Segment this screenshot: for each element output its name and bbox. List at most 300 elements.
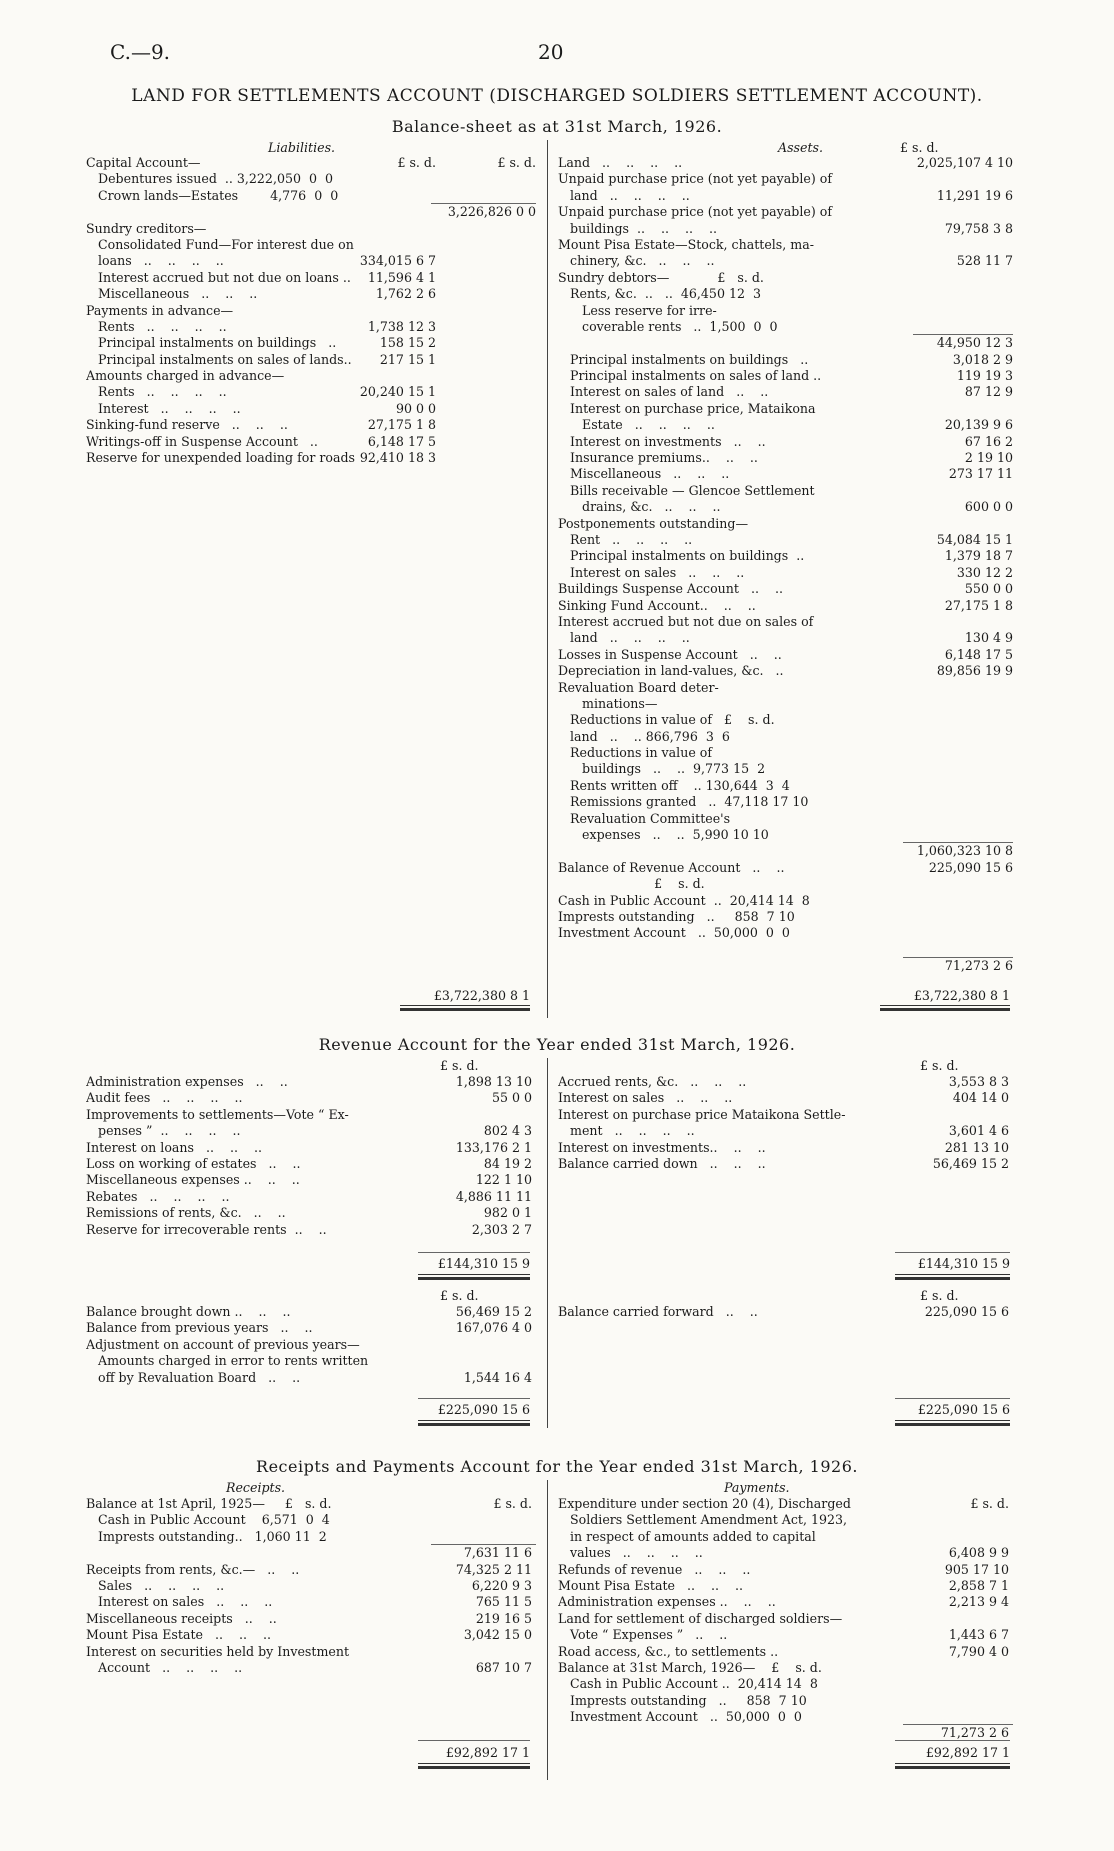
revenue-credit-row xyxy=(558,1074,1013,1090)
asset-row xyxy=(558,680,1013,696)
revenue-debit-row-label: Loss on working of estates .. .. xyxy=(86,1155,301,1171)
payments-total-rule xyxy=(895,1763,1010,1769)
asset-row xyxy=(558,319,1013,335)
revenue-balance-debit-row-amount: 167,076 4 0 xyxy=(455,1320,532,1336)
receipt-row xyxy=(86,1594,536,1610)
liability-row-label: Writings-off in Suspense Account .. xyxy=(86,433,318,449)
asset-row-total-amount: 550 0 0 xyxy=(964,581,1013,597)
balance-divider xyxy=(547,140,548,1018)
receipts-list xyxy=(86,1496,536,1676)
asset-row-total-amount: 54,084 15 1 xyxy=(936,531,1013,547)
asset-row-label: Rents written off .. 130,644 3 4 xyxy=(558,777,790,793)
asset-row-label: £ s. d. xyxy=(558,876,705,892)
liability-row xyxy=(86,188,536,204)
asset-row-total-amount: 79,758 3 8 xyxy=(944,220,1013,236)
liability-row xyxy=(86,253,536,269)
revenue-debit-row-amount: 55 0 0 xyxy=(491,1090,532,1106)
liability-row-amount: 334,015 6 7 xyxy=(359,253,436,269)
receipt-row xyxy=(86,1529,536,1545)
assets-total-rule xyxy=(880,1005,1010,1011)
liability-row-label: Payments in advance— xyxy=(86,302,234,318)
revenue-debit-row-label: Audit fees .. .. .. .. xyxy=(86,1090,243,1106)
liability-row-label: Amounts charged in advance— xyxy=(86,368,285,384)
revenue-debit-row-label: Reserve for irrecoverable rents .. .. xyxy=(86,1221,327,1237)
opening-balance-rule xyxy=(431,1544,536,1545)
asset-row-total-amount: 3,018 2 9 xyxy=(952,351,1013,367)
payment-row-label: Balance at 31st March, 1926— £ s. d. xyxy=(558,1659,822,1675)
asset-row xyxy=(558,893,1013,909)
liability-row-label: Capital Account— xyxy=(86,155,201,170)
asset-row-total-amount: 119 19 3 xyxy=(956,368,1013,384)
asset-row-label: buildings .. .. 9,773 15 2 xyxy=(558,761,766,777)
revenue-balance-debit-row xyxy=(86,1337,536,1353)
asset-row-label: Interest on investments .. .. xyxy=(558,433,766,449)
revenue-balance-credit-row-label: Balance carried forward .. .. xyxy=(558,1304,758,1319)
revenue-credit-row-label: Accrued rents, &c. .. .. .. xyxy=(558,1074,747,1089)
asset-row-label: Investment Account .. 50,000 0 0 xyxy=(558,925,790,941)
asset-row-label: Less reserve for irre- xyxy=(558,302,717,318)
revenue-credit-row xyxy=(558,1090,1013,1106)
receipt-row xyxy=(86,1660,536,1676)
liability-row-label: Sundry creditors— xyxy=(86,220,207,236)
asset-row xyxy=(558,958,1013,974)
liability-row xyxy=(86,401,536,417)
payment-row xyxy=(558,1545,1013,1561)
asset-row xyxy=(558,630,1013,646)
liability-row-total-amount: £ s. d. xyxy=(497,155,536,170)
receipt-row-amount: 7,631 11 6 xyxy=(463,1545,532,1561)
revenue-left-total: £144,310 15 9 xyxy=(437,1256,530,1271)
liability-row-label: Interest .. .. .. .. xyxy=(86,400,241,416)
payment-row xyxy=(558,1496,1013,1512)
receipt-row xyxy=(86,1545,536,1561)
revenue-debit-row-amount: 1,898 13 10 xyxy=(455,1074,532,1089)
capital-subtotal-rule xyxy=(431,203,536,204)
receipt-row-label: Imprests outstanding.. 1,060 11 2 xyxy=(86,1528,327,1544)
receipt-row-amount: 74,325 2 11 xyxy=(455,1561,532,1577)
revenue-debit-row-amount: 2,303 2 7 xyxy=(471,1221,532,1237)
revenue2-right-total: £225,090 15 6 xyxy=(917,1402,1010,1417)
asset-row xyxy=(558,778,1013,794)
asset-row xyxy=(558,729,1013,745)
asset-row-label: coverable rents .. 1,500 0 0 xyxy=(558,318,778,334)
liability-row-label: Crown lands—Estates 4,776 0 0 xyxy=(86,187,339,203)
revenue-debit-row-amount: 4,886 11 11 xyxy=(455,1188,532,1204)
revenue2-right-total-rule xyxy=(895,1420,1010,1426)
receipt-row xyxy=(86,1644,536,1660)
asset-row-label: Interest accrued but not due on sales of xyxy=(558,613,814,629)
receipts-total: £92,892 17 1 xyxy=(445,1745,530,1760)
revenue-left-rule xyxy=(418,1252,530,1253)
payment-row-label: Imprests outstanding .. 858 7 10 xyxy=(558,1692,807,1708)
balance-sheet-title: Balance-sheet as at 31st March, 1926. xyxy=(391,117,723,136)
liability-row-amount: 6,148 17 5 xyxy=(367,433,436,449)
revenue-debit-row xyxy=(86,1172,536,1188)
receipt-row xyxy=(86,1562,536,1578)
revenue-credit-row-label: Balance carried down .. .. .. xyxy=(558,1155,766,1171)
asset-row-total-amount: 27,175 1 8 xyxy=(944,597,1013,613)
revenue-credits xyxy=(558,1074,1013,1172)
revenue-debits xyxy=(86,1074,536,1238)
asset-row-label: Bills receivable — Glencoe Settlement xyxy=(558,482,815,498)
receipt-row-label: Account .. .. .. .. xyxy=(86,1659,243,1675)
asset-row xyxy=(558,335,1013,351)
receipt-row-label: Sales .. .. .. .. xyxy=(86,1577,225,1593)
payment-row xyxy=(558,1594,1013,1610)
receipts-heading: Receipts. xyxy=(226,1480,286,1495)
payment-row-label: Soldiers Settlement Amendment Act, 1923, xyxy=(558,1512,848,1528)
receipt-row-amount: £ s. d. xyxy=(493,1496,532,1511)
asset-row xyxy=(558,565,1013,581)
payment-row-label: Vote “ Expenses ” .. .. xyxy=(558,1627,728,1643)
asset-row xyxy=(558,843,1013,859)
receipt-row xyxy=(86,1611,536,1627)
asset-row-label: land .. .. .. .. xyxy=(558,630,690,646)
revenue-balance-debit-row-label: Balance brought down .. .. .. xyxy=(86,1304,291,1319)
asset-row-label: Remissions granted .. 47,118 17 10 xyxy=(558,794,809,810)
revenue-debit-row-label: Interest on loans .. .. .. xyxy=(86,1139,263,1155)
receipts-rule xyxy=(418,1740,530,1741)
receipt-row-label: Interest on sales .. .. .. xyxy=(86,1594,273,1610)
liabilities-total-rule xyxy=(400,1005,530,1011)
asset-row-total-amount: 71,273 2 6 xyxy=(944,958,1013,974)
payment-row-amount: 6,408 9 9 xyxy=(948,1545,1009,1561)
asset-row xyxy=(558,614,1013,630)
revenue2-left-currency-heading: £ s. d. xyxy=(440,1288,479,1303)
revaluation-subtotal-rule xyxy=(903,842,1013,843)
asset-row-total-amount: 11,291 19 6 xyxy=(936,187,1013,203)
closing-balance-rule xyxy=(903,1724,1013,1725)
revenue-balance-credit-row xyxy=(558,1304,1013,1320)
liability-row-label: Debentures issued .. 3,222,050 0 0 xyxy=(86,171,334,187)
receipt-row-label: Mount Pisa Estate .. .. .. xyxy=(86,1627,272,1643)
asset-row-label: buildings .. .. .. .. xyxy=(558,220,718,236)
revenue-credit-row-amount: 3,553 8 3 xyxy=(948,1074,1009,1089)
asset-row-label: Rents, &c. .. .. 46,450 12 3 xyxy=(558,286,762,302)
revenue-debit-row xyxy=(86,1107,536,1123)
payment-row xyxy=(558,1676,1013,1692)
payment-row-label: Cash in Public Account .. 20,414 14 8 xyxy=(558,1676,818,1692)
cash-subtotal-rule xyxy=(903,957,1013,958)
liability-row-amount: 27,175 1 8 xyxy=(367,417,436,433)
asset-row-total-amount: 130 4 9 xyxy=(964,630,1013,646)
payment-row-amount: £ s. d. xyxy=(970,1496,1009,1511)
revenue-debit-row xyxy=(86,1156,536,1172)
revenue-right-rule xyxy=(895,1252,1010,1253)
asset-row-label: Cash in Public Account .. 20,414 14 8 xyxy=(558,892,810,908)
liability-row xyxy=(86,368,536,384)
asset-row-label: Principal instalments on buildings .. xyxy=(558,351,809,367)
receipt-row-label: Cash in Public Account 6,571 0 4 xyxy=(86,1512,330,1528)
main-title: LAND FOR SETTLEMENTS ACCOUNT (DISCHARGED SOLDIERS SETTLEMENT ACCOUNT). xyxy=(131,86,983,106)
payment-row-label: Expenditure under section 20 (4), Discharged xyxy=(558,1496,851,1511)
asset-row-label: Reductions in value of £ s. d. xyxy=(558,712,775,728)
asset-row-label: Depreciation in land-values, &c. .. xyxy=(558,663,784,679)
receipt-row xyxy=(86,1512,536,1528)
asset-row-label: Principal instalments on sales of land .. xyxy=(558,368,822,384)
revenue-balance-debit-row-label: Amounts charged in error to rents written xyxy=(86,1353,369,1369)
payment-row xyxy=(558,1562,1013,1578)
asset-row-total-amount: 1,379 18 7 xyxy=(944,548,1013,564)
assets-list xyxy=(558,155,1013,975)
asset-row xyxy=(558,204,1013,220)
asset-row-label: Revaluation Committee's xyxy=(558,810,731,826)
liability-row xyxy=(86,155,536,171)
payments-rule xyxy=(895,1740,1010,1741)
revenue-divider xyxy=(547,1058,548,1428)
receipt-row xyxy=(86,1578,536,1594)
asset-row-label: minations— xyxy=(558,695,658,711)
payment-row-amount: 71,273 2 6 xyxy=(940,1725,1009,1741)
revenue-debit-row-label: Improvements to settlements—Vote “ Ex- xyxy=(86,1106,349,1122)
asset-row-total-amount: 2 19 10 xyxy=(964,450,1013,466)
liabilities-total: £3,722,380 8 1 xyxy=(433,988,530,1003)
revenue-title: Revenue Account for the Year ended 31st March, 1926. xyxy=(318,1035,796,1054)
payment-row-label: in respect of amounts added to capital xyxy=(558,1528,816,1544)
revenue-left-total-rule xyxy=(418,1274,530,1280)
asset-row-label: drains, &c. .. .. .. xyxy=(558,499,721,515)
asset-row-label: Postponements outstanding— xyxy=(558,515,749,531)
revenue-credit-row-label: ment .. .. .. .. xyxy=(558,1123,695,1139)
payment-row xyxy=(558,1709,1013,1725)
revenue-credit-row-amount: 281 13 10 xyxy=(944,1139,1009,1155)
revenue-credit-row xyxy=(558,1156,1013,1172)
revenue2-right-currency-heading: £ s. d. xyxy=(920,1288,959,1303)
debtors-subtotal-rule xyxy=(913,334,1013,335)
liability-row xyxy=(86,319,536,335)
revenue2-left-total-rule xyxy=(418,1420,530,1426)
liability-row-label: Sinking-fund reserve .. .. .. xyxy=(86,417,288,433)
liability-row xyxy=(86,303,536,319)
asset-row-label: Principal instalments on buildings .. xyxy=(558,548,805,564)
liability-row-label: Miscellaneous .. .. .. xyxy=(86,286,258,302)
liability-row-amount: 92,410 18 3 xyxy=(359,450,436,466)
liability-row xyxy=(86,352,536,368)
liability-row-label: Consolidated Fund—For interest due on xyxy=(86,236,354,252)
asset-row xyxy=(558,598,1013,614)
asset-row xyxy=(558,499,1013,515)
asset-row-label: Imprests outstanding .. 858 7 10 xyxy=(558,908,795,924)
payment-row xyxy=(558,1644,1013,1660)
revenue-right-currency-heading: £ s. d. xyxy=(920,1058,959,1073)
asset-row xyxy=(558,876,1013,892)
asset-row-label: Interest on sales .. .. .. xyxy=(558,564,745,580)
liability-row xyxy=(86,171,536,187)
liability-row xyxy=(86,286,536,302)
asset-row xyxy=(558,811,1013,827)
asset-row xyxy=(558,368,1013,384)
asset-row xyxy=(558,942,1013,958)
asset-row xyxy=(558,483,1013,499)
asset-row xyxy=(558,532,1013,548)
revenue-credit-row xyxy=(558,1140,1013,1156)
liability-row xyxy=(86,434,536,450)
liability-row xyxy=(86,204,536,220)
payments-total: £92,892 17 1 xyxy=(925,1745,1010,1760)
revenue-debit-row-amount: 84 19 2 xyxy=(483,1155,532,1171)
revenue-right-total-rule xyxy=(895,1274,1010,1280)
revenue-right-total: £144,310 15 9 xyxy=(917,1256,1010,1271)
assets-currency-heading: £ s. d. xyxy=(900,140,939,155)
payment-row xyxy=(558,1578,1013,1594)
asset-row xyxy=(558,745,1013,761)
asset-row-label: Sundry debtors— £ s. d. xyxy=(558,269,764,285)
asset-row-label: Miscellaneous .. .. .. xyxy=(558,466,730,482)
revenue-debit-row xyxy=(86,1222,536,1238)
payment-row-label: values .. .. .. .. xyxy=(558,1545,703,1561)
revenue-left-currency-heading: £ s. d. xyxy=(440,1058,479,1073)
asset-row-total-amount: 89,856 19 9 xyxy=(936,663,1013,679)
payment-row-label: Administration expenses .. .. .. xyxy=(558,1594,776,1610)
revenue-balance-debit-row-label: Adjustment on account of previous years— xyxy=(86,1336,360,1352)
revenue-balance-debit-row xyxy=(86,1353,536,1369)
asset-row-label: Revaluation Board deter- xyxy=(558,679,719,695)
revenue-debit-row xyxy=(86,1189,536,1205)
liability-row-label: Principal instalments on buildings .. xyxy=(86,335,337,351)
revenue-debit-row-label: Remissions of rents, &c. .. .. xyxy=(86,1205,286,1221)
revenue-debit-row xyxy=(86,1140,536,1156)
revenue-credit-row-label: Interest on sales .. .. .. xyxy=(558,1090,733,1106)
revenue-credit-row-amount: 404 14 0 xyxy=(952,1090,1009,1106)
asset-row-total-amount: 87 12 9 xyxy=(964,384,1013,400)
asset-row xyxy=(558,647,1013,663)
asset-row-total-amount: 67 16 2 xyxy=(964,433,1013,449)
asset-row-total-amount: 225,090 15 6 xyxy=(928,859,1013,875)
revenue-balance-debit-row xyxy=(86,1370,536,1386)
revenue-debit-row-amount: 133,176 2 1 xyxy=(455,1139,532,1155)
revenue2-left-rule xyxy=(418,1398,530,1399)
payment-row-label: Refunds of revenue .. .. .. xyxy=(558,1561,751,1577)
asset-row xyxy=(558,761,1013,777)
asset-row xyxy=(558,794,1013,810)
asset-row-total-amount: 528 11 7 xyxy=(956,253,1013,269)
revenue-balance-debit-row-label: Balance from previous years .. .. xyxy=(86,1320,313,1336)
liabilities-heading: Liabilities. xyxy=(268,140,336,155)
revenue-credit-row xyxy=(558,1107,1013,1123)
liability-row-amount: 1,738 12 3 xyxy=(367,318,436,334)
asset-row xyxy=(558,417,1013,433)
revenue-debit-row-label: penses ” .. .. .. .. xyxy=(86,1123,241,1139)
revenue-debit-row-amount: 982 0 1 xyxy=(483,1205,532,1221)
asset-row xyxy=(558,401,1013,417)
document-code: C.—9. xyxy=(110,40,171,64)
asset-row xyxy=(558,352,1013,368)
payments-heading: Payments. xyxy=(724,1480,790,1495)
revenue-debit-row-label: Rebates .. .. .. .. xyxy=(86,1188,230,1204)
liability-row-amount: 90 0 0 xyxy=(395,400,436,416)
asset-row-label: land .. .. .. .. xyxy=(558,187,690,203)
asset-row xyxy=(558,925,1013,941)
revenue-debit-row-label: Administration expenses .. .. xyxy=(86,1074,288,1089)
revenue-balance-debit-row-amount: 1,544 16 4 xyxy=(463,1369,532,1385)
payment-row xyxy=(558,1693,1013,1709)
receipt-row xyxy=(86,1496,536,1512)
liability-row-amount: 217 15 1 xyxy=(379,351,436,367)
receipt-row-label: Receipts from rents, &c.— .. .. xyxy=(86,1561,300,1577)
asset-row xyxy=(558,237,1013,253)
asset-row xyxy=(558,450,1013,466)
receipt-row xyxy=(86,1627,536,1643)
asset-row-label: Losses in Suspense Account .. .. xyxy=(558,646,782,662)
liability-row-amount: 1,762 2 6 xyxy=(375,286,436,302)
revenue2-right-rule xyxy=(895,1398,1010,1399)
payment-row-amount: 905 17 10 xyxy=(944,1561,1009,1577)
asset-row xyxy=(558,155,1013,171)
liability-row-total-amount: 3,226,826 0 0 xyxy=(447,204,536,220)
asset-row-label: expenses .. .. 5,990 10 10 xyxy=(558,827,769,843)
asset-row-total-amount: 6,148 17 5 xyxy=(944,646,1013,662)
asset-row xyxy=(558,909,1013,925)
receipts-divider xyxy=(547,1480,548,1780)
receipt-row-amount: 765 11 5 xyxy=(475,1594,532,1610)
revenue-debit-row-amount: 122 1 10 xyxy=(475,1172,532,1188)
payment-row xyxy=(558,1660,1013,1676)
revenue-balance-credit-row-amount: 225,090 15 6 xyxy=(924,1304,1009,1319)
liability-row xyxy=(86,270,536,286)
liability-row-label: Rents .. .. .. .. xyxy=(86,318,227,334)
liability-row xyxy=(86,221,536,237)
asset-row-total-amount: 20,139 9 6 xyxy=(944,417,1013,433)
receipt-row-amount: 687 10 7 xyxy=(475,1659,532,1675)
asset-row-total-amount: 330 12 2 xyxy=(956,564,1013,580)
revenue-credit-row xyxy=(558,1123,1013,1139)
asset-row xyxy=(558,860,1013,876)
liability-row-label: Reserve for unexpended loading for roads xyxy=(86,450,355,466)
liability-row xyxy=(86,335,536,351)
asset-row xyxy=(558,188,1013,204)
asset-row-label: land .. .. 866,796 3 6 xyxy=(558,728,730,744)
liability-row-amount: 158 15 2 xyxy=(379,335,436,351)
payment-row-label: Road access, &c., to settlements .. xyxy=(558,1643,779,1659)
liability-row-label: Rents .. .. .. .. xyxy=(86,384,227,400)
revenue-balance-debit-row-amount: 56,469 15 2 xyxy=(455,1304,532,1319)
asset-row-label: Estate .. .. .. .. xyxy=(558,417,715,433)
asset-row-label: Insurance premiums.. .. .. xyxy=(558,450,758,466)
revenue2-left-total: £225,090 15 6 xyxy=(437,1402,530,1417)
liability-row-label: loans .. .. .. .. xyxy=(86,253,224,269)
asset-row xyxy=(558,548,1013,564)
revenue-debit-row-amount: 802 4 3 xyxy=(483,1123,532,1139)
asset-row xyxy=(558,827,1013,843)
assets-heading: Assets. xyxy=(778,140,824,155)
payment-row-amount: 2,858 7 1 xyxy=(948,1577,1009,1593)
receipt-row-amount: 219 16 5 xyxy=(475,1610,532,1626)
receipt-row-label: Miscellaneous receipts .. .. xyxy=(86,1610,277,1626)
revenue-credit-row-amount: 56,469 15 2 xyxy=(932,1155,1009,1171)
liability-row-label: Principal instalments on sales of lands.. xyxy=(86,351,352,367)
asset-row-total-amount: 2,025,107 4 10 xyxy=(916,155,1013,170)
asset-row-total-amount: 273 17 11 xyxy=(948,466,1013,482)
liability-row-label: Interest accrued but not due on loans .. xyxy=(86,269,351,285)
payment-row xyxy=(558,1611,1013,1627)
receipt-row-amount: 3,042 15 0 xyxy=(463,1627,532,1643)
asset-row xyxy=(558,696,1013,712)
asset-row xyxy=(558,171,1013,187)
asset-row-label: Interest on purchase price, Mataikona xyxy=(558,400,816,416)
asset-row-total-amount: 600 0 0 xyxy=(964,499,1013,515)
asset-row-label: Land .. .. .. .. xyxy=(558,155,683,170)
liability-row-amount: 20,240 15 1 xyxy=(359,384,436,400)
revenue-balance-debit-row xyxy=(86,1320,536,1336)
payment-row xyxy=(558,1512,1013,1528)
asset-row-total-amount: 1,060,323 10 8 xyxy=(916,843,1013,859)
page-number: 20 xyxy=(538,40,564,64)
liability-row xyxy=(86,384,536,400)
asset-row xyxy=(558,253,1013,269)
liabilities-list xyxy=(86,155,536,466)
asset-row-label: Reductions in value of xyxy=(558,745,713,761)
payment-row-amount: 2,213 9 4 xyxy=(948,1594,1009,1610)
